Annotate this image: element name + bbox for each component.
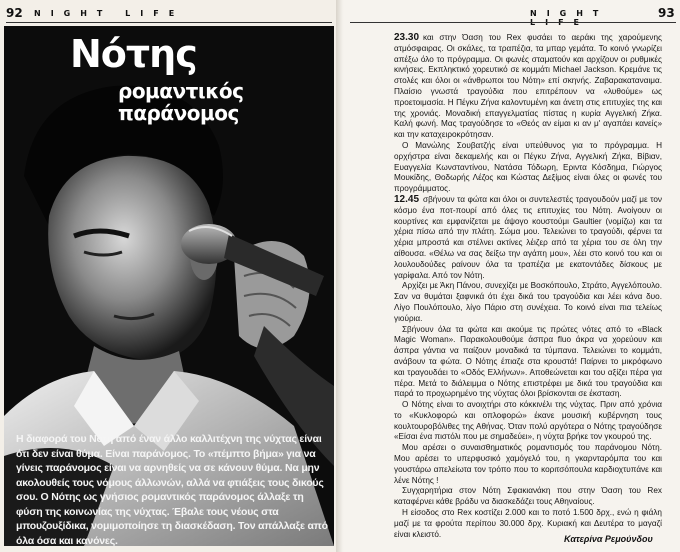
time-marker: 12.45: [394, 193, 420, 205]
article-paragraph: [394, 281, 662, 324]
paragraph-text: Η είσοδος στο Rex κοστίζει 2.000 και το ποτό 1.500 δρχ., ενώ η φιάλη μαζί με τα φρούτα περίπου 30.000 δρχ. Κυριακή και Δευτέρα το μαγαζί είναι κλειστό.: [394, 508, 662, 539]
article-paragraph: [394, 400, 662, 443]
article-title: Νότης: [70, 32, 197, 76]
page-number-left: 92: [6, 6, 23, 20]
paragraph-text: Αρχίζει με Άκη Πάνου, συνεχίζει με Βοσκόπουλο, Στράτο, Αγγελόπουλο. Σαν να θυμάται ξαφνικά ότι έχει δικά του τραγούδια και λέει κάνα δυο. Λίγο Πουλόπουλο, λίγο Πάριο στη συνέχεια. Το κοινό είναι πια τελείως γιούρια.: [394, 281, 662, 323]
photo-caption: Η διαφορά του Νότη από έναν άλλο καλλιτέχνη της νύχτας είναι ότι δεν είναι θύμα. Είναι παράνομος. Το «πέμπτο βήμα» για να γίνεις παράνομος είναι να αρνηθείς να σε κάνουν θύμα. Να μην ακολουθείς τους νόμους άλλωνών, αλλά να φτιάξεις τους δικούς σου. Ο Νότης ως γνήσιος ρομαντικός παράνομος άλλαξε τη φύση της κοινωνίας της νύχτας. Έβαλε τους νέους στα μπουζουξίδικα, νομιμοποίησε τη διασκέδαση. Τον απάλλαξε από όλα όσα και κανόνες.: [16, 433, 328, 546]
article-paragraph: [394, 195, 662, 281]
paragraph-text: Σβήνουν όλα τα φώτα και ακούμε τις πρώτες νότες από το «Black Magic Woman». Παρακολουθούμε άσπρα fluo άκρα να χορεύουν και άσπρα γάντια να παίζουν μοναδικά τα τύμπανα. Τελειώνει το κομμάτι, ανάβουν τα φώτα. Ο Νότης έπιαζε στα κρουστά! Παίρνει το μικρόφωνο και τραγουδάει το «Οδός Ελλήνων». Αποθεώνεται και του αξίζει πέρα για πέρα. Μετά το διάλειμμα ο Νότης επιστρέφει με δικά του τραγούδια και παρά το προχωρημένο της νύχτας όλοι βρίσκονται σε έκσταση.: [394, 324, 662, 399]
section-header-right: NIGHT: [530, 9, 609, 18]
paragraph-text: και στην Όαση του Rex φυσάει το αεράκι της χαρούμενης ατμόσφαιρας. Οι σκάλες, τα τραπέζια, τα μπαρ γεμάτα. Το κοινό γνωρίζει απέξω όλο το πρόγραμμα. Οι φωνές σταματούν και αρχίζουν οι ρυθμικές κινήσεις. Εκπληκτικό χορευτικό σε κομμάτι Michael Jackson. Κρεμάνε τις στολές και όλοι οι «άνθρωποι του Νότη» επί σκηνής. Ζαβαρακαταναιμα. Πλαίσιο γνωστά τραγούδια που επιτρέπουν να «λυθούμε» ως προετοιμασία. Η Πέγκυ Ζήνα καλοντυμένη και άνετη στις επιτυχίες της και της χρονιάς. Μοναδική επαγγελματίας πίστας η κυρία Αγγελική Ζήκα. Καλή φωνή. Μας τραγούδησε το «Θεός αν είμαι κι αν μ' αγαπάει κανείς» και την καταχειροκρότησαν.: [394, 33, 662, 140]
section-header-left: NIGHT LIFE: [34, 9, 185, 18]
paragraph-text: Ο Νότης είναι το ανοιχτήρι στο κόκκινέλι της νύχτας. Πριν από χρόνια το «Κυκλοφορώ και οπλοφορώ» έκανε μουσική κυβέρνηση τους κουλτουροβόλιθες της Αθήνας. Όταν πολύ αργότερα ο Νότης τραγούδησε «Είσαι ένα πιστόλι που με σημαδεύει», η νύχτα βρήκε τον γκουρού της.: [394, 400, 662, 442]
article-paragraph: [394, 325, 662, 401]
article-paragraph: [394, 486, 662, 508]
author-signature: Κατερίνα Ρεμούνδου: [564, 534, 653, 544]
article-body: [394, 33, 662, 540]
header-rule-left: [6, 22, 332, 23]
article-paragraph: [394, 33, 662, 141]
paragraph-text: Συγχαρητήρια στον Νότη Σφακιανάκη που στην Όαση του Rex καταφέρνει κάθε βράδυ να διασκεδάζει τους Αθηναίους.: [394, 486, 662, 507]
time-marker: 23.30: [394, 32, 420, 43]
header-rule-right: [350, 22, 676, 23]
right-page: [344, 0, 680, 552]
page-number-right: 93: [658, 6, 675, 20]
paragraph-text: Ο Μανώλης Σουβατζής είναι υπεύθυνος για το πρόγραμμα. Η ορχήστρα είναι δεκαμελής και οι Πέγκυ Ζήνα, Αγγελική Ζήκα, Βίβιαν, Ευαγγελία Κωνσταντίνου, Νατάσα Τόδωρη, Εριντα Κόσδημα, Γιώργος Μουκίδης, Θοδωρής Λέζος και Κώστας Δεξίμος είναι όλες οι φωνές του προγράμματος.: [394, 140, 662, 194]
paragraph-text: σβήνουν τα φώτα και όλοι οι συντελεστές τραγουδούν μαζί με τον κόσμο ένα ποτ-πουρί από όλες τις επιτυχίες του Νότη. Ανοίγουν οι κουρτίνες και εμφανίζεται με άψογο κουστούμι Gaultier (νομίζω) και τα χέρια πίσω από την πλάτη. Σώμα μου. Τελειώνει το τραγούδι, φέρνει τα χέρια μπροστά και στέλνει ακτίνες λέιζερ από τα χέρια του σε όλη την αίθουσα. «Θέλω να σας δείξω την αγάπη μου», λέει στο κοινό του και οι λουλουδούδες ραίνουν όλα τα τραπέζια με εκατοντάδες δίσκους με γαρίφαλα. Από τον Νότη.: [394, 194, 662, 280]
paragraph-text: Μου αρέσει ο συναισθηματικός ρομαντισμός του παράνομου Νότη. Μου αρέσει το υπερφυσικό χαμόγελό του, η γκαρνταρόμπα του και γουστάρω απελείωτα τον τρόπο που το κοριτσόπουλα καρδιοχτυπάνε και λένε Νότης !: [394, 443, 662, 485]
article-paragraph: [394, 141, 662, 195]
article-subtitle: ρομαντικός παράνομος: [118, 79, 244, 125]
article-paragraph: [394, 443, 662, 486]
